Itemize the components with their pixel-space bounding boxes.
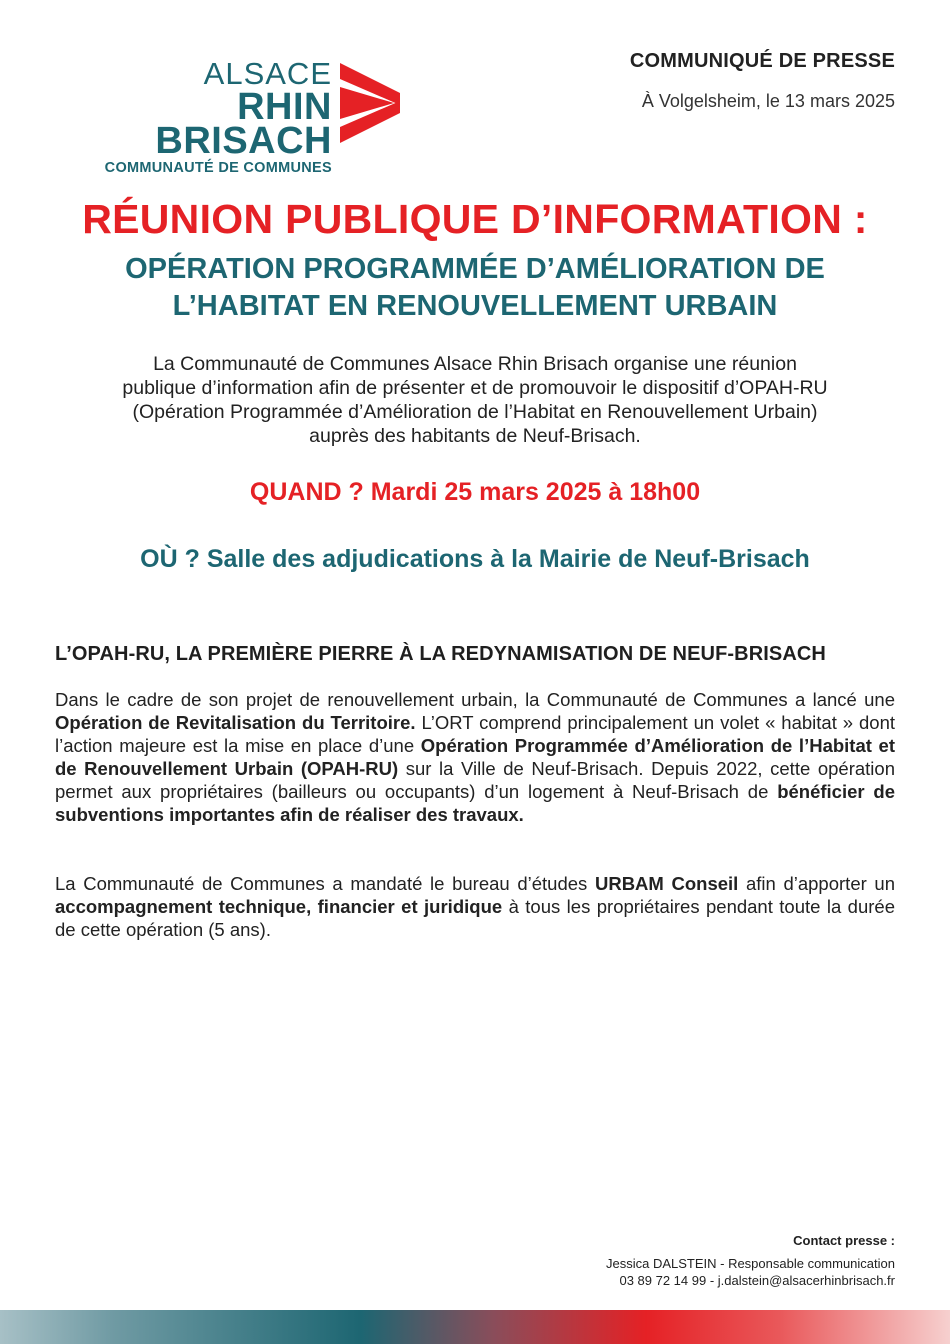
contact-label: Contact presse : <box>793 1233 895 1248</box>
intro-line: publique d’information afin de présenter et de promouvoir le dispositif d’OPAH-RU <box>122 377 828 399</box>
para-text: Dans le cadre de son projet de renouvellement urbain, la Communauté de Communes a lancé une <box>55 689 895 710</box>
para-text: L’ORT comprend principalement un volet « habitat » dont l’action majeure est la mise en place d’une <box>55 712 896 756</box>
contact-details: 03 89 72 14 99 - j.dalstein@alsacerhinbrisach.fr <box>619 1273 895 1288</box>
body-paragraph-ort <box>55 688 895 826</box>
logo-line-communaute: COMMUNAUTÉ DE COMMUNES <box>104 160 332 176</box>
para-bold-text: accompagnement technique, financier et juridique <box>55 896 503 917</box>
organization-logo <box>72 56 412 176</box>
logo-wordmark <box>72 58 332 178</box>
intro-line: auprès des habitants de Neuf-Brisach. <box>309 425 641 447</box>
para-bold-text: Opération de Revitalisation du Territoire. <box>55 712 416 733</box>
subtitle <box>60 251 890 325</box>
press-header <box>630 50 895 112</box>
event-when: QUAND ? Mardi 25 mars 2025 à 18h00 <box>249 478 701 506</box>
subtitle-line: OPÉRATION PROGRAMMÉE D’AMÉLIORATION DE <box>125 253 825 285</box>
event-where: OÙ ? Salle des adjudications à la Mairie de Neuf-Brisach <box>140 545 810 573</box>
logo-line-rhin-brisach: RHIN BRISACH <box>155 86 332 162</box>
intro-line: (Opération Programmée d’Amélioration de l’Habitat en Renouvellement Urbain) <box>132 401 818 423</box>
para-bold-text: Opération Programmée d’Amélioration de l’Habitat et de Renouvellement Urbain (OPAH-RU) <box>55 735 895 779</box>
main-title: RÉUNION PUBLIQUE D’INFORMATION : <box>82 196 868 242</box>
subtitle-line: L’HABITAT EN RENOUVELLEMENT URBAIN <box>172 290 778 322</box>
press-date-line: À Volgelsheim, le 13 mars 2025 <box>641 91 895 111</box>
para-bold-text: URBAM Conseil <box>594 873 739 894</box>
intro-line: La Communauté de Communes Alsace Rhin Brisach organise une réunion <box>153 353 797 375</box>
para-text: La Communauté de Communes a mandaté le bureau d’études <box>55 873 595 894</box>
para-text: sur la Ville de Neuf-Brisach. Depuis 2022, cette opération permet aux propriétaires (bailleurs ou occupants) d’un logement à Neuf-Brisach de <box>55 758 895 802</box>
body-paragraph-urbam <box>55 872 895 941</box>
para-text: à tous les propriétaires pendant toute la durée de cette opération (5 ans). <box>55 896 895 940</box>
para-text: afin d’apporter un <box>738 873 895 894</box>
intro-paragraph <box>55 352 895 448</box>
footer-gradient-bar <box>0 1310 950 1344</box>
contact-name: Jessica DALSTEIN - Responsable communication <box>605 1256 895 1271</box>
section-heading: L’OPAH-RU, LA PREMIÈRE PIERRE À LA REDYNAMISATION DE NEUF-BRISACH <box>55 643 826 665</box>
press-contact <box>606 1232 895 1289</box>
press-release-label: COMMUNIQUÉ DE PRESSE <box>629 50 895 72</box>
logo-line-alsace: ALSACE <box>203 56 332 91</box>
chevron-arrow-icon <box>338 63 400 143</box>
para-bold-text: bénéficier de subventions importantes afin de réaliser des travaux. <box>55 781 895 825</box>
